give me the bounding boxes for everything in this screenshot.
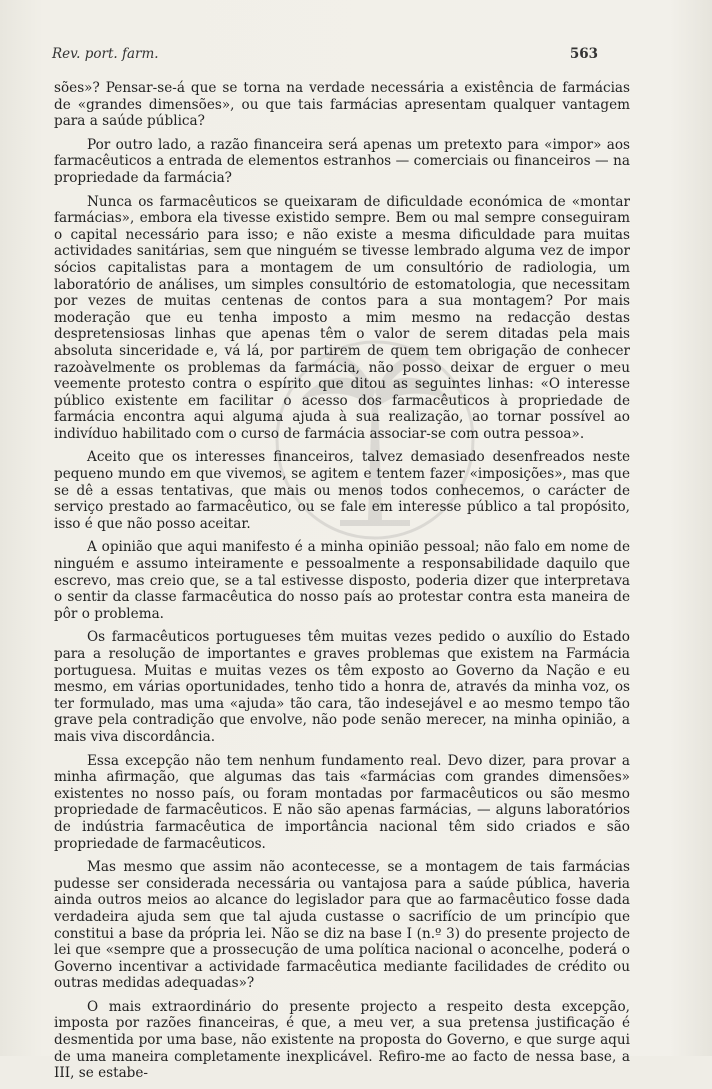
paragraph: Nunca os farmacêuticos se queixaram de dificuldade económica de «montar farmácias», embora ela tivesse existido sempre. Bem ou mal sempre conseguiram o capital necessário para isso; e não existe a mesma dificuldade para muitas actividades sanitárias, sem que ninguém se tivesse lembrado alguma vez de impor sócios capitalistas para a montagem de um consultório de radiologia, um laboratório de análises, um simples consultório de estomatologia, que necessitam por vezes de muitas centenas de contos para a sua montagem? Por mais moderação que eu tenha imposto a mim mesmo na redacção destas despretensiosas linhas que apenas têm o valor de serem ditadas pela mais absoluta sinceridade e, vá lá, por partirem de quem tem obrigação de conhecer razoàvelmente os problemas da farmácia, não posso deixar de erguer o meu veemente protesto contra o espírito que ditou as seguintes linhas: «O interesse público existente em facilitar o acesso dos farmacêuticos à propriedade de farmácia encontra aqui alguma ajuda à sua realização, ao tornar possível ao indivíduo habilitado com o curso de farmácia associar-se com outra pessoa». bbox=[54, 193, 630, 442]
page-number: 563 bbox=[569, 46, 598, 62]
paragraph: sões»? Pensar-se-á que se torna na verdade necessária a existência de farmácias de «grandes dimensões», ou que tais farmácias apresentam qualquer vantagem para a saúde pública? bbox=[54, 80, 630, 130]
paragraph: Essa excepção não tem nenhum fundamento real. Devo dizer, para provar a minha afirmação, que algumas das tais «farmácias com grandes dimensões» existentes no nosso país, ou foram montadas por farmacêuticos ou são mesmo propriedade de farmacêuticos. E não são apenas farmácias, — alguns laboratórios de indústria farmacêutica de importância nacional têm sido criados e são propriedade de farmacêuticos. bbox=[54, 752, 630, 852]
journal-title: Rev. port. farm. bbox=[52, 46, 159, 62]
running-header bbox=[52, 46, 598, 68]
paragraph: Aceito que os interesses financeiros, talvez demasiado desenfreados neste pequeno mundo em que vivemos, se agitem e tentem fazer «imposições», mas que se dê a essas tentativas, que mais ou menos todos conhecemos, o carácter de serviço prestado ao farmacêutico, ou se fale em interesse público a tal propósito, isso é que não posso aceitar. bbox=[54, 449, 630, 532]
paragraph: O mais extraordinário do presente projecto a respeito desta excepção, imposta por razões financeiras, é que, a meu ver, a sua pretensa justificação é desmentida por uma base, não existente na proposta do Governo, e que surge aqui de uma maneira completamente inexplicável. Refiro-me ao facto de nessa base, a III, se estabe- bbox=[54, 998, 630, 1082]
paragraph: A opinião que aqui manifesto é a minha opinião pessoal; não falo em nome de ninguém e assumo inteiramente e pessoalmente a responsabilidade daquilo que escrevo, mas creio que, se a tal estivesse disposto, poderia dizer que interpretava o sentir da classe farmacêutica do nosso país ao protestar contra esta maneira de pôr o problema. bbox=[54, 539, 630, 622]
paragraph: Por outro lado, a razão financeira será apenas um pretexto para «impor» aos farmacêuticos a entrada de elementos estranhos — comerciais ou financeiros — na propriedade da farmácia? bbox=[54, 136, 630, 186]
paragraph: Mas mesmo que assim não acontecesse, se a montagem de tais farmácias pudesse ser considerada necessária ou vantajosa para a saúde pública, haveria ainda outros meios ao alcance do legislador para que ao farmacêutico fosse dada verdadeira ajuda sem que tal ajuda custasse o sacrifício de um princípio que constitui a base da própria lei. Não se diz na base I (n.º 3) do presente projecto de lei que «sempre que a prossecução de uma política nacional o aconcelhe, poderá o Governo incentivar a actividade farmacêutica mediante facilidades de crédito ou outras medidas adequadas»? bbox=[54, 859, 630, 992]
article-body bbox=[54, 80, 630, 1089]
paragraph: Os farmacêuticos portugueses têm muitas vezes pedido o auxílio do Estado para a resolução de importantes e graves problemas que existem na Farmácia portuguesa. Muitas e muitas vezes os têm exposto ao Governo da Nação e eu mesmo, em várias oportunidades, tenho tido a honra de, através da minha voz, os ter formulado, mas uma «ajuda» tão cara, tão indesejável e ao mesmo tempo tão grave pela contradição que envolve, não pode senão merecer, na minha opinião, a mais viva discordância. bbox=[54, 629, 630, 745]
